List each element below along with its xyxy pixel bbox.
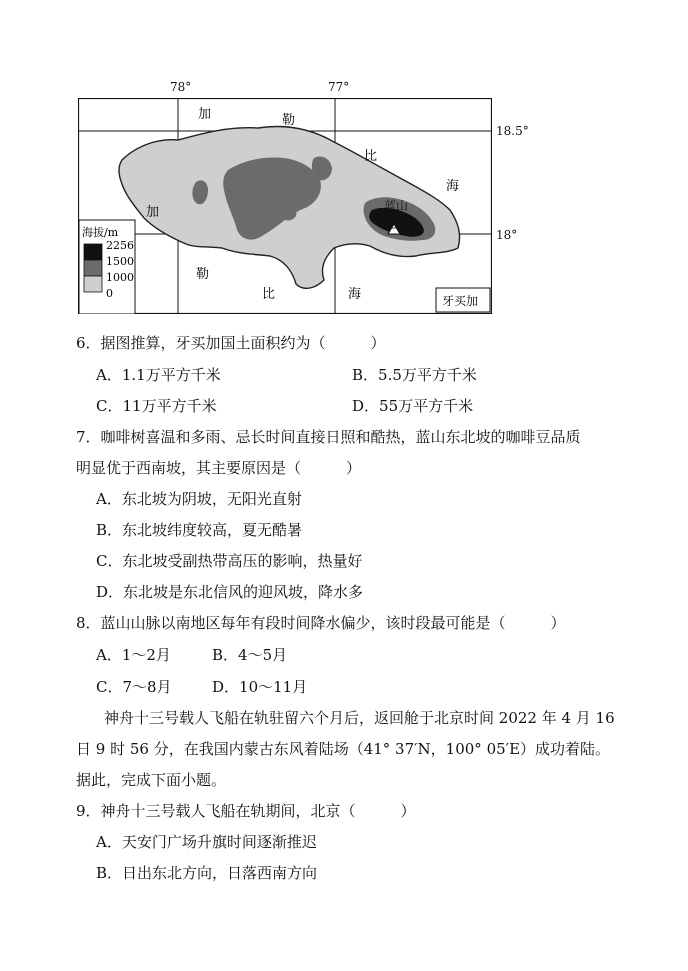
legend-level-1: 2256 — [106, 239, 134, 252]
sea-label-char-8: 海 — [348, 287, 362, 302]
question-6-option-a[interactable]: A．1.1万平方千米 — [96, 366, 221, 384]
legend-swatch-2 — [84, 260, 102, 276]
map-figure — [78, 98, 492, 314]
longitude-label-77: 77° — [328, 80, 350, 94]
jamaica-map — [60, 78, 530, 318]
question-8-stem: 8．蓝山山脉以南地区每年有段时间降水偏少，该时段最可能是（ ） — [76, 614, 566, 632]
question-8-option-a[interactable]: A．1～2月 — [96, 646, 171, 664]
sea-label-char-2: 勒 — [282, 113, 296, 128]
passage-line-1: 神舟十三号载人飞船在轨驻留六个月后，返回舱于北京时间 2022 年 4 月 16 — [104, 709, 615, 727]
question-6-option-c[interactable]: C．11万平方千米 — [96, 397, 217, 415]
sea-label-char-7: 比 — [262, 287, 276, 302]
question-7-option-c[interactable]: C．东北坡受副热带高压的影响，热量好 — [96, 552, 363, 570]
sea-label-char-3: 比 — [364, 149, 378, 164]
sea-label-char-1: 加 — [198, 107, 212, 122]
question-8-option-c[interactable]: C．7～8月 — [96, 678, 172, 696]
question-8-option-b[interactable]: B．4～5月 — [212, 646, 288, 664]
question-7-option-d[interactable]: D．东北坡是东北信风的迎风坡，降水多 — [96, 583, 364, 601]
question-9-option-b[interactable]: B．日出东北方向，日落西南方向 — [96, 864, 318, 882]
legend-level-2: 1500 — [106, 255, 134, 268]
question-7-stem-line1: 7．咖啡树喜温和多雨、忌长时间直接日照和酷热，蓝山东北坡的咖啡豆品质 — [76, 428, 581, 446]
question-7-option-b[interactable]: B．东北坡纬度较高，夏无酷暑 — [96, 521, 303, 539]
question-6-stem: 6．据图推算，牙买加国土面积约为（ ） — [76, 334, 386, 352]
country-label: 牙买加 — [442, 294, 479, 308]
legend-title: 海拔/m — [82, 226, 119, 239]
question-7-stem-line2: 明显优于西南坡，其主要原因是（ ） — [76, 459, 362, 477]
latitude-label-18: 18° — [496, 228, 518, 242]
question-8-option-d[interactable]: D．10～11月 — [212, 678, 308, 696]
question-9-stem: 9．神舟十三号载人飞船在轨期间，北京（ ） — [76, 802, 416, 820]
passage-line-3: 据此，完成下面小题。 — [76, 771, 227, 789]
sea-label-char-6: 勒 — [196, 267, 210, 282]
sea-label-char-5: 加 — [146, 205, 160, 220]
mountain-label: 蓝山 — [384, 199, 409, 213]
question-9-option-a[interactable]: A．天安门广场升旗时间逐渐推迟 — [96, 833, 317, 851]
latitude-label-18-5: 18.5° — [496, 124, 529, 138]
legend-swatch-3 — [84, 276, 102, 292]
longitude-label-78: 78° — [170, 80, 192, 94]
question-6-option-b[interactable]: B．5.5万平方千米 — [352, 366, 477, 384]
legend-level-3: 1000 — [106, 271, 134, 284]
question-6-option-d[interactable]: D．55万平方千米 — [352, 397, 474, 415]
question-7-option-a[interactable]: A．东北坡为阴坡，无阳光直射 — [96, 490, 302, 508]
legend-swatch-1 — [84, 244, 102, 260]
legend-level-4: 0 — [106, 287, 113, 300]
sea-label-char-4: 海 — [446, 179, 460, 194]
passage-line-2: 日 9 时 56 分，在我国内蒙古东风着陆场（41° 37′N，100° 05′E）成功着陆。 — [76, 740, 611, 758]
elevation-legend — [79, 220, 135, 314]
